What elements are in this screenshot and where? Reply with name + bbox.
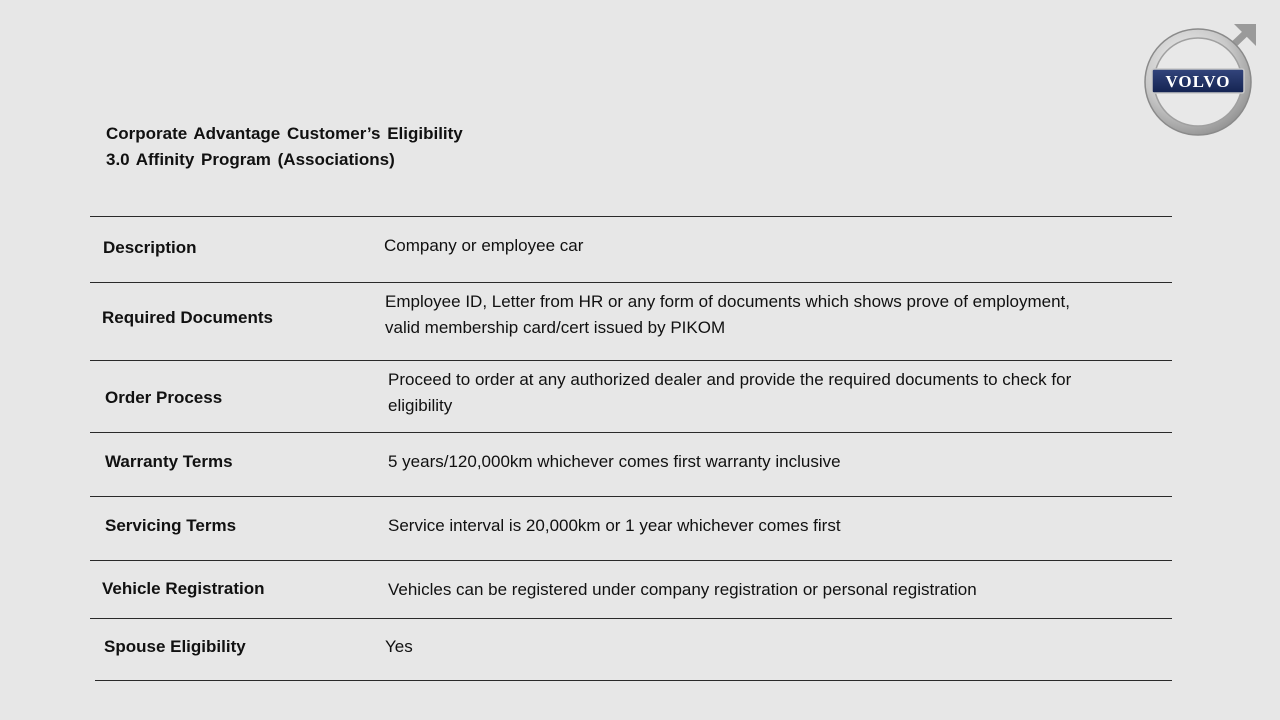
row-label-required-documents: Required Documents	[102, 308, 273, 327]
row-value-spouse-eligibility: Yes	[385, 637, 413, 656]
table-rule-top	[90, 216, 1172, 217]
table-rule	[90, 360, 1172, 361]
row-value-description: Company or employee car	[384, 236, 584, 255]
table-rule	[90, 282, 1172, 283]
table-rule-bottom	[95, 680, 1172, 681]
row-label-servicing-terms: Servicing Terms	[105, 516, 237, 535]
row-value-warranty-terms: 5 years/120,000km whichever comes first warranty inclusive	[388, 452, 841, 471]
row-value-servicing-terms: Service interval is 20,000km or 1 year whichever comes first	[388, 516, 841, 535]
row-value-order-process: Proceed to order at any authorized dealer and provide the required documents to check for eligibility	[388, 370, 1072, 415]
slide-title	[106, 121, 463, 173]
title-line-1: Corporate Advantage Customer’s Eligibility	[106, 124, 463, 143]
row-label-order-process: Order Process	[105, 388, 223, 407]
table-rule	[90, 432, 1172, 433]
volvo-logo-icon	[1138, 20, 1260, 142]
row-label-warranty-terms: Warranty Terms	[105, 452, 233, 471]
row-label-description: Description	[103, 238, 197, 257]
row-label-vehicle-registration: Vehicle Registration	[102, 579, 265, 598]
table-rule	[90, 560, 1172, 561]
row-label-spouse-eligibility: Spouse Eligibility	[104, 637, 246, 656]
logo-wordmark: VOLVO	[1165, 72, 1231, 91]
row-value-required-documents: Employee ID, Letter from HR or any form of documents which shows prove of employment, valid membership card/cert issued by PIKOM	[385, 292, 1070, 337]
row-value-vehicle-registration: Vehicles can be registered under company registration or personal registration	[388, 580, 977, 599]
title-line-2: 3.0 Affinity Program (Associations)	[106, 150, 395, 169]
table-rule	[90, 618, 1172, 619]
table-rule	[90, 496, 1172, 497]
